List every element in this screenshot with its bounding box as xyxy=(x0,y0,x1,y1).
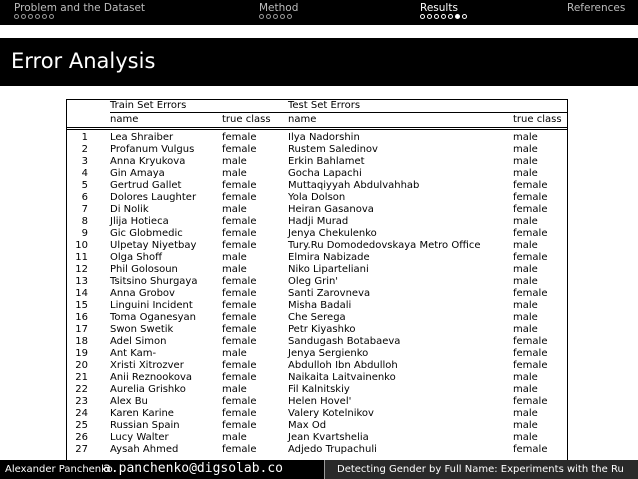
test-name-cell: Erkin Bahlamet xyxy=(288,156,365,167)
test-class-cell: male xyxy=(513,408,538,419)
row-index: 22 xyxy=(75,384,88,395)
train-class-cell: male xyxy=(222,348,247,359)
train-class-cell: female xyxy=(222,144,257,155)
row-index: 11 xyxy=(75,252,88,263)
train-name-cell: Linguini Incident xyxy=(110,300,193,311)
nav-section-3[interactable]: References xyxy=(567,2,626,14)
train-class-cell: male xyxy=(222,168,247,179)
train-class-cell: male xyxy=(222,384,247,395)
row-index: 17 xyxy=(75,324,88,335)
table-row xyxy=(66,240,568,252)
frame-title-bar xyxy=(0,38,638,86)
train-name-cell: Lea Shraiber xyxy=(110,132,174,143)
table-row xyxy=(66,252,568,264)
table-row xyxy=(66,444,568,456)
test-class-cell: male xyxy=(513,384,538,395)
test-class-cell: male xyxy=(513,216,538,227)
train-class-cell: female xyxy=(222,300,257,311)
nav-slide-dot[interactable] xyxy=(427,14,432,19)
train-name-cell: Gertrud Gallet xyxy=(110,180,182,191)
table-row xyxy=(66,372,568,384)
test-class-cell: female xyxy=(513,348,548,359)
nav-slide-dot[interactable] xyxy=(28,14,33,19)
train-name-cell: Adel Simon xyxy=(110,336,167,347)
train-name-cell: Ant Kam- xyxy=(110,348,157,359)
nav-slide-dot[interactable] xyxy=(434,14,439,19)
test-errors-group-header: Test Set Errors xyxy=(288,100,361,111)
train-class-cell: female xyxy=(222,312,257,323)
test-name-cell: Hadji Murad xyxy=(288,216,349,227)
nav-slide-dot[interactable] xyxy=(273,14,278,19)
train-name-cell: Aysah Ahmed xyxy=(110,444,179,455)
test-name-cell: Jenya Chekulenko xyxy=(288,228,377,239)
row-index: 4 xyxy=(81,168,88,179)
test-name-cell: Valery Kotelnikov xyxy=(288,408,374,419)
test-class-cell: female xyxy=(513,360,548,371)
table-row xyxy=(66,396,568,408)
train-name-cell: Lucy Walter xyxy=(110,432,169,443)
nav-slide-dot[interactable] xyxy=(266,14,271,19)
nav-slide-dot[interactable] xyxy=(42,14,47,19)
train-class-cell: female xyxy=(222,180,257,191)
test-name-cell: Rustem Saledinov xyxy=(288,144,378,155)
nav-slide-dot[interactable] xyxy=(441,14,446,19)
test-name-cell: Yola Dolson xyxy=(288,192,346,203)
train-name-cell: Dolores Laughter xyxy=(110,192,197,203)
row-index: 12 xyxy=(75,264,88,275)
nav-slide-dot[interactable] xyxy=(49,14,54,19)
test-class-cell: female xyxy=(513,192,548,203)
row-index: 2 xyxy=(81,144,88,155)
footer-bar xyxy=(0,460,638,479)
table-row xyxy=(66,132,568,144)
nav-slide-dot[interactable] xyxy=(35,14,40,19)
train-name-cell: Gic Globmedic xyxy=(110,228,183,239)
row-index: 23 xyxy=(75,396,88,407)
train-class-cell: female xyxy=(222,216,257,227)
test-true-class-column-header: true class xyxy=(513,114,562,125)
test-class-cell: male xyxy=(513,240,538,251)
test-class-cell: female xyxy=(513,204,548,215)
test-name-cell: Elmira Nabizade xyxy=(288,252,370,263)
train-name-cell: Tsitsino Shurgaya xyxy=(110,276,198,287)
table-row xyxy=(66,264,568,276)
table-row xyxy=(66,432,568,444)
test-class-cell: male xyxy=(513,300,538,311)
footer-title-box xyxy=(324,460,638,479)
test-class-cell: male xyxy=(513,312,538,323)
test-class-cell: female xyxy=(513,288,548,299)
footer-talk-title: Detecting Gender by Full Name: Experiments with the Ru xyxy=(337,464,624,475)
row-index: 20 xyxy=(75,360,88,371)
table-row xyxy=(66,384,568,396)
test-class-cell: female xyxy=(513,180,548,191)
train-true-class-column-header: true class xyxy=(222,114,271,125)
train-class-cell: male xyxy=(222,252,247,263)
test-class-cell: male xyxy=(513,324,538,335)
table-header-rule-double xyxy=(66,129,568,130)
test-name-column-header: name xyxy=(288,114,317,125)
row-index: 13 xyxy=(75,276,88,287)
test-name-cell: Jean Kvartshelia xyxy=(288,432,369,443)
train-class-cell: female xyxy=(222,324,257,335)
table-row xyxy=(66,408,568,420)
table-header-rule xyxy=(66,127,568,128)
nav-slide-dot[interactable] xyxy=(462,14,467,19)
train-class-cell: male xyxy=(222,432,247,443)
nav-slide-dot[interactable] xyxy=(14,14,19,19)
test-class-cell: female xyxy=(513,396,548,407)
row-index: 3 xyxy=(81,156,88,167)
train-name-cell: Olga Shoff xyxy=(110,252,162,263)
train-name-cell: Alex Bu xyxy=(110,396,148,407)
train-name-cell: Gin Amaya xyxy=(110,168,165,179)
train-class-cell: female xyxy=(222,228,257,239)
train-class-cell: female xyxy=(222,192,257,203)
train-class-cell: male xyxy=(222,264,247,275)
nav-slide-dot[interactable] xyxy=(280,14,285,19)
test-class-cell: female xyxy=(513,252,548,263)
table-row xyxy=(66,324,568,336)
table-row xyxy=(66,156,568,168)
row-index: 19 xyxy=(75,348,88,359)
group-header-rule xyxy=(110,112,568,113)
train-name-cell: Ulpetay Niyetbay xyxy=(110,240,197,251)
test-name-cell: Fil Kalnitskiy xyxy=(288,384,350,395)
row-index: 26 xyxy=(75,432,88,443)
row-index: 9 xyxy=(81,228,88,239)
nav-section-dots xyxy=(14,14,54,19)
nav-section-2[interactable]: Results xyxy=(420,2,458,14)
test-name-cell: Adjedo Trupachuli xyxy=(288,444,377,455)
nav-section-dots xyxy=(259,14,292,19)
train-name-cell: Profanum Vulgus xyxy=(110,144,195,155)
test-name-cell: Niko Liparteliani xyxy=(288,264,369,275)
nav-section-1[interactable]: Method xyxy=(259,2,299,14)
row-index: 18 xyxy=(75,336,88,347)
train-name-cell: Phil Golosoun xyxy=(110,264,178,275)
train-class-cell: female xyxy=(222,336,257,347)
nav-slide-dot[interactable] xyxy=(455,14,460,19)
train-errors-group-header: Train Set Errors xyxy=(110,100,187,111)
train-class-cell: female xyxy=(222,276,257,287)
train-class-cell: male xyxy=(222,156,247,167)
table-group-header-row xyxy=(66,100,568,112)
row-index: 10 xyxy=(75,240,88,251)
table-row xyxy=(66,192,568,204)
train-class-cell: female xyxy=(222,132,257,143)
test-name-cell: Heiran Gasanova xyxy=(288,204,374,215)
test-name-cell: Muttaqiyyah Abdulvahhab xyxy=(288,180,420,191)
test-class-cell: male xyxy=(513,264,538,275)
row-index: 24 xyxy=(75,408,88,419)
test-name-cell: Naikaita Laitvainenko xyxy=(288,372,396,383)
test-class-cell: male xyxy=(513,156,538,167)
train-class-cell: female xyxy=(222,444,257,455)
test-class-cell: female xyxy=(513,336,548,347)
test-name-cell: Petr Kiyashko xyxy=(288,324,356,335)
table-row xyxy=(66,168,568,180)
nav-slide-dot[interactable] xyxy=(287,14,292,19)
table-row xyxy=(66,204,568,216)
train-class-cell: female xyxy=(222,360,257,371)
test-name-cell: Tury.Ru Domodedovskaya Metro Office xyxy=(288,240,481,251)
train-class-cell: female xyxy=(222,396,257,407)
nav-slide-dot[interactable] xyxy=(21,14,26,19)
footer-author: Alexander Panchenko xyxy=(5,464,113,475)
test-name-cell: Gocha Lapachi xyxy=(288,168,362,179)
table-row xyxy=(66,348,568,360)
test-name-cell: Helen Hovel' xyxy=(288,396,352,407)
test-name-cell: Misha Badali xyxy=(288,300,352,311)
test-name-cell: Jenya Sergienko xyxy=(288,348,369,359)
row-index: 5 xyxy=(81,180,88,191)
train-name-cell: Jlija Hotieca xyxy=(110,216,169,227)
nav-slide-dot[interactable] xyxy=(420,14,425,19)
table-row xyxy=(66,420,568,432)
row-index: 14 xyxy=(75,288,88,299)
train-class-cell: male xyxy=(222,204,247,215)
train-name-cell: Karen Karine xyxy=(110,408,174,419)
test-name-cell: Oleg Grin' xyxy=(288,276,339,287)
test-class-cell: male xyxy=(513,144,538,155)
test-name-cell: Abdulloh Ibn Abdulloh xyxy=(288,360,398,371)
test-class-cell: male xyxy=(513,420,538,431)
train-class-cell: female xyxy=(222,240,257,251)
table-row xyxy=(66,300,568,312)
table-row xyxy=(66,360,568,372)
nav-section-dots xyxy=(420,14,467,19)
table-row xyxy=(66,312,568,324)
train-class-cell: female xyxy=(222,408,257,419)
table-row xyxy=(66,288,568,300)
train-name-cell: Di Nolik xyxy=(110,204,149,215)
table-row xyxy=(66,180,568,192)
table-row xyxy=(66,228,568,240)
test-class-cell: male xyxy=(513,372,538,383)
train-name-cell: Anna Kryukova xyxy=(110,156,186,167)
test-class-cell: male xyxy=(513,168,538,179)
table-row xyxy=(66,144,568,156)
row-index: 16 xyxy=(75,312,88,323)
footer-email: a.panchenko@digsolab.co xyxy=(103,461,284,476)
train-name-cell: Anii Reznookova xyxy=(110,372,192,383)
frame-title: Error Analysis xyxy=(11,49,156,73)
train-class-cell: female xyxy=(222,288,257,299)
train-name-column-header: name xyxy=(110,114,139,125)
nav-slide-dot[interactable] xyxy=(259,14,264,19)
table-row xyxy=(66,336,568,348)
table-row xyxy=(66,276,568,288)
test-class-cell: male xyxy=(513,132,538,143)
row-index: 6 xyxy=(81,192,88,203)
train-name-cell: Toma Oganesyan xyxy=(110,312,197,323)
nav-section-0[interactable]: Problem and the Dataset xyxy=(14,2,146,14)
train-name-cell: Aurelia Grishko xyxy=(110,384,186,395)
test-class-cell: female xyxy=(513,444,548,455)
row-index: 15 xyxy=(75,300,88,311)
test-name-cell: Sandugash Botabaeva xyxy=(288,336,401,347)
table-row xyxy=(66,216,568,228)
section-navigation-bar xyxy=(0,0,638,25)
test-class-cell: female xyxy=(513,228,548,239)
test-name-cell: Ilya Nadorshin xyxy=(288,132,360,143)
row-index: 27 xyxy=(75,444,88,455)
row-index: 21 xyxy=(75,372,88,383)
train-name-cell: Swon Swetik xyxy=(110,324,174,335)
train-class-cell: female xyxy=(222,372,257,383)
nav-slide-dot[interactable] xyxy=(448,14,453,19)
test-class-cell: male xyxy=(513,432,538,443)
table-column-header-row xyxy=(66,114,568,126)
row-index: 1 xyxy=(81,132,88,143)
test-class-cell: male xyxy=(513,276,538,287)
train-class-cell: female xyxy=(222,420,257,431)
test-name-cell: Che Serega xyxy=(288,312,346,323)
test-name-cell: Santi Zarovneva xyxy=(288,288,371,299)
row-index: 25 xyxy=(75,420,88,431)
row-index: 8 xyxy=(81,216,88,227)
train-name-cell: Russian Spain xyxy=(110,420,180,431)
row-index: 7 xyxy=(81,204,88,215)
train-name-cell: Anna Grobov xyxy=(110,288,175,299)
train-name-cell: Xristi Xitrozver xyxy=(110,360,184,371)
test-name-cell: Max Od xyxy=(288,420,327,431)
